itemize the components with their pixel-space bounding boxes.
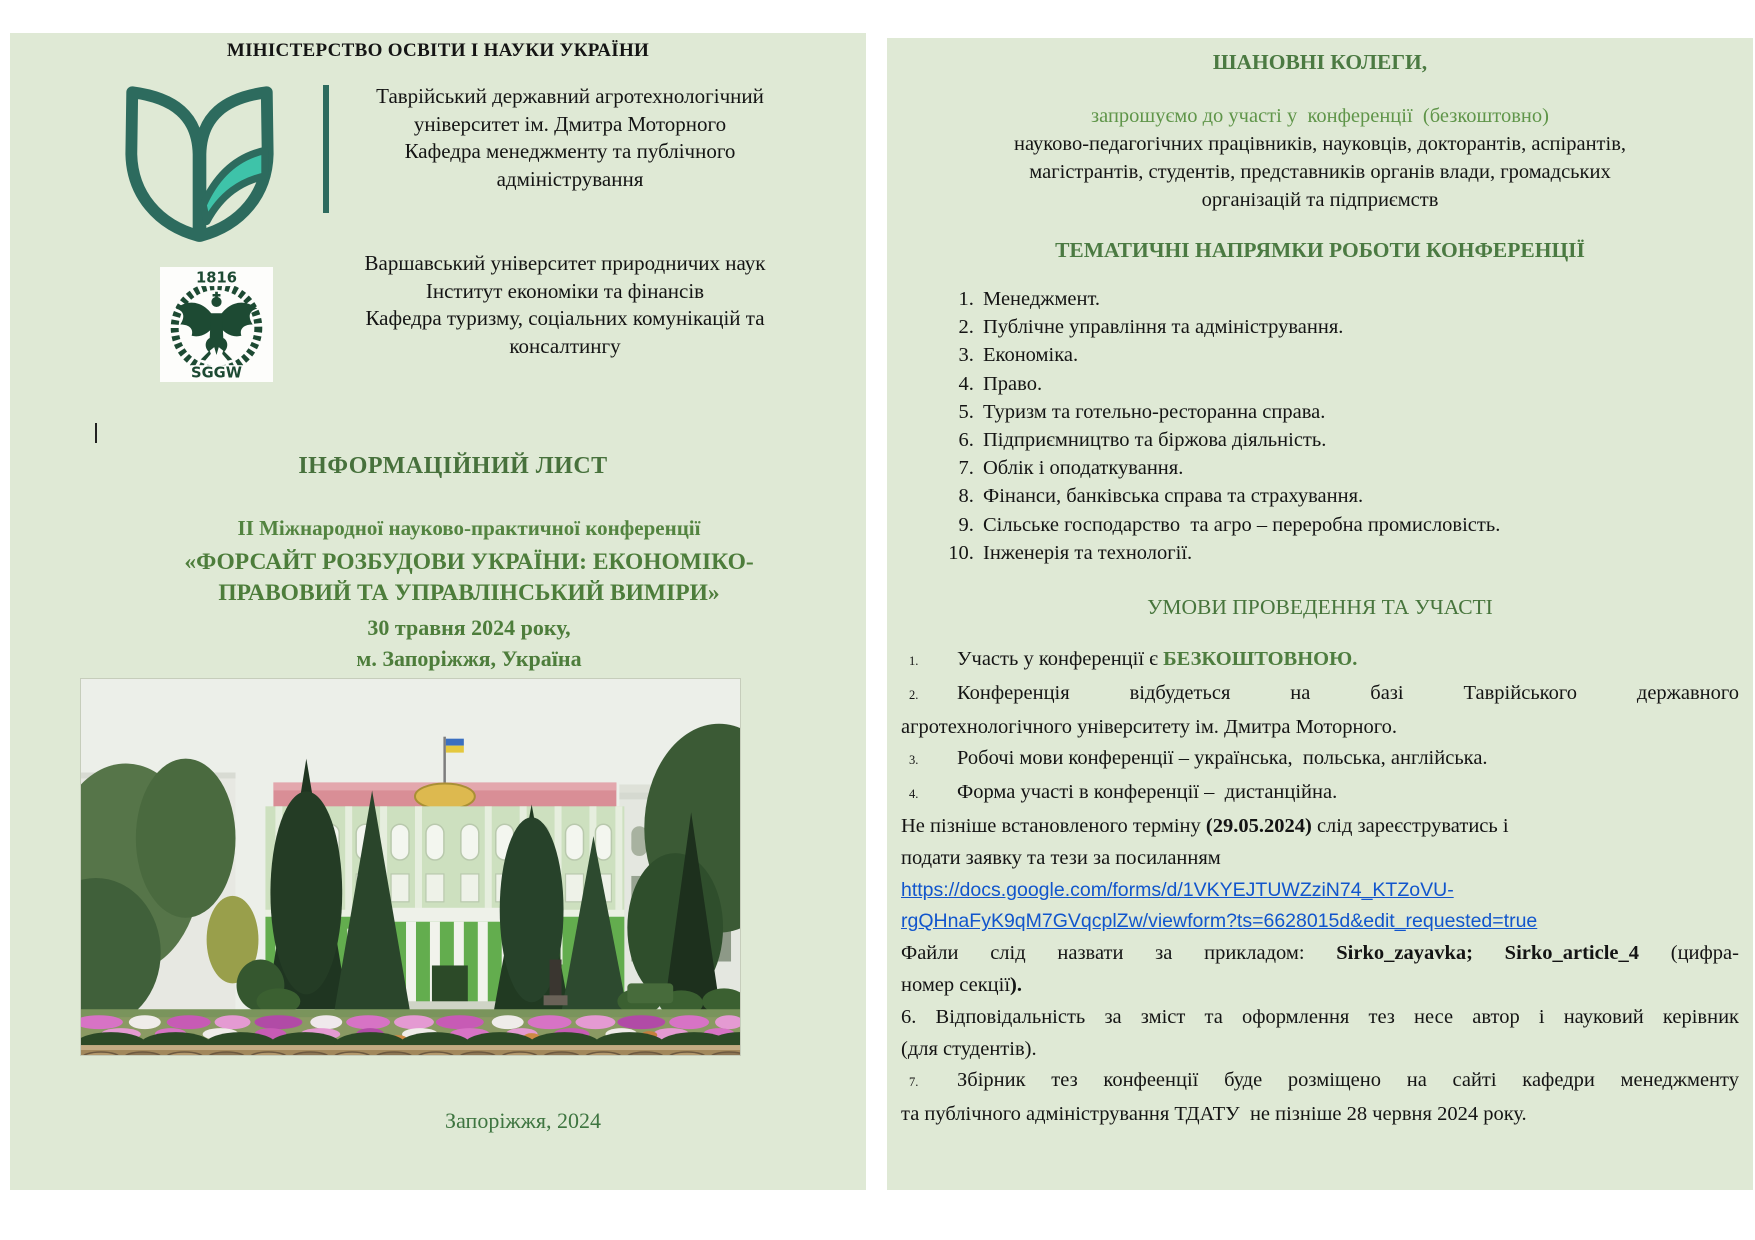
- sggw-line: Варшавський університет природничих наук: [364, 251, 766, 275]
- tdatu-logo-icon: [107, 85, 292, 245]
- files-naming-line: [901, 970, 1739, 1002]
- condition-text: Участь у конференції є: [957, 648, 1164, 671]
- page-left: [10, 33, 866, 1190]
- condition-line: [901, 1065, 1739, 1099]
- files-naming-example: Sirko_zayavka; Sirko_article_4: [1336, 942, 1640, 965]
- condition-text: Робочі мови конференції – українська, польська, англійська.: [957, 747, 1488, 770]
- tdatu-line: Таврійський державний агротехнологічний: [376, 84, 764, 108]
- invitation-audience: [901, 130, 1739, 214]
- registration-link-line[interactable]: https://docs.google.com/forms/d/1VKYEJTUWZziN74_KTZoVU-: [901, 878, 1454, 901]
- condition-line: (для студентів).: [901, 1037, 1037, 1060]
- condition-line: агротехнологічного університету ім. Дмитра Моторного.: [901, 715, 1398, 738]
- ministry-title: МІНІСТЕРСТВО ОСВІТИ І НАУКИ УКРАЇНИ: [226, 40, 650, 61]
- sggw-affiliation: [330, 250, 800, 360]
- tdatu-line: адміністрування: [496, 166, 644, 191]
- page-right: [887, 38, 1753, 1190]
- condition-number: 3.: [909, 753, 919, 768]
- deadline-line: [901, 811, 1739, 843]
- condition-line: та публічного адміністрування ТДАТУ не пізніше 28 червня 2024 року.: [901, 1103, 1527, 1126]
- condition-line: 6. Відповідальність за зміст та оформлення тез несе автор і науковий керівник: [901, 1005, 1739, 1028]
- conference-title-line: «ФОРСАЙТ РОЗБУДОВИ УКРАЇНИ: ЕКОНОМІКО-: [184, 549, 754, 575]
- topic-item: [979, 511, 1739, 539]
- text-cursor-artifact: [95, 423, 97, 443]
- topic-label: Економіка.: [983, 344, 1079, 367]
- info-letter-title: ІНФОРМАЦІЙНИЙ ЛИСТ: [298, 453, 608, 479]
- tdatu-line: університет ім. Дмитра Моторного: [413, 111, 727, 136]
- topic-label: Облік і оподаткування.: [983, 457, 1184, 480]
- conference-title-block: [10, 515, 866, 674]
- condition-number: 4.: [909, 787, 919, 802]
- condition-line: [901, 678, 1739, 712]
- conference-place: м. Запоріжжя, Україна: [356, 646, 582, 671]
- topic-item: [979, 341, 1739, 369]
- topic-label: Публічне управління та адміністрування.: [983, 316, 1344, 339]
- topic-label: Туризм та готельно-ресторанна справа.: [983, 400, 1326, 423]
- condition-text: Форма участі в конференції – дистанційна.: [957, 781, 1338, 804]
- condition-item-1: [901, 644, 1739, 678]
- sggw-logo-icon: [160, 267, 273, 382]
- logo-divider: [323, 85, 329, 213]
- deadline-paragraph: [901, 811, 1739, 875]
- conference-date: 30 травня 2024 року,: [367, 615, 571, 640]
- topics-list: [937, 285, 1739, 567]
- topic-label: Менеджмент.: [983, 288, 1101, 310]
- files-naming-text: ).: [1010, 974, 1022, 996]
- topic-item: [979, 370, 1739, 398]
- condition-item-4: [901, 777, 1739, 811]
- condition-number: 2.: [909, 687, 919, 702]
- topics-title: ТЕМАТИЧНІ НАПРЯМКИ РОБОТИ КОНФЕРЕНЦІЇ: [1055, 238, 1585, 262]
- condition-text: Збірник тез конфеенції буде розміщено на сайті кафедри менеджменту: [957, 1069, 1739, 1092]
- files-naming-text: (цифра-: [1639, 942, 1739, 965]
- deadline-text: слід зареєструватись і: [1311, 815, 1509, 838]
- conference-subtitle: ІІ Міжнародної науково-практичної конференції: [237, 516, 701, 540]
- deadline-text: Не пізніше встановленого терміну: [901, 815, 1206, 838]
- condition-number: 1.: [909, 654, 919, 669]
- invitation-audience-line: науково-педагогічних працівників, науковців, докторантів, аспірантів,: [1013, 133, 1627, 155]
- topic-item: [979, 482, 1739, 510]
- topic-label: Фінанси, банківська справа та страхування.: [983, 485, 1364, 508]
- invitation-audience-line: організацій та підприємств: [1201, 189, 1439, 211]
- conditions-title: УМОВИ ПРОВЕДЕННЯ ТА УЧАСТІ: [1147, 595, 1493, 620]
- topic-item: [979, 398, 1739, 426]
- greeting-title: ШАНОВНІ КОЛЕГИ,: [1212, 50, 1428, 74]
- condition-item-2: [901, 678, 1739, 744]
- condition-item-7: [901, 1065, 1739, 1131]
- invitation-audience-line: магістрантів, студентів, представників органів влади, громадських: [1029, 161, 1611, 183]
- topic-label: Підприємництво та біржова діяльність.: [983, 429, 1327, 452]
- deadline-date: (29.05.2024): [1205, 815, 1312, 838]
- sggw-line: консалтингу: [509, 333, 621, 358]
- condition-number: 7.: [909, 1075, 919, 1090]
- files-naming-text: Файли слід назвати за прикладом:: [901, 942, 1337, 965]
- tdatu-line: Кафедра менеджменту та публічного: [404, 139, 736, 163]
- topic-item: [979, 313, 1739, 341]
- registration-link-line[interactable]: rgQHnaFyK9qM7GVqcplZw/viewform?ts=6628015d&edit_requested=true: [901, 910, 1538, 933]
- topic-label: Сільське господарство та агро – переробна промисловість.: [983, 513, 1501, 536]
- topic-label: Право.: [983, 372, 1043, 395]
- condition-text-emphasis: БЕЗКОШТОВНОЮ.: [1163, 648, 1358, 671]
- files-naming-text: номер секції: [901, 974, 1011, 996]
- deadline-line: подати заявку та тези за посиланням: [901, 846, 1221, 869]
- condition-text: Конференція відбудеться на базі Таврійського державного: [957, 681, 1739, 704]
- campus-photo: [80, 678, 741, 1056]
- condition-item-3: [901, 743, 1739, 777]
- sggw-line: Кафедра туризму, соціальних комунікацій та: [365, 306, 765, 330]
- topic-label: Інженерія та технології.: [983, 541, 1193, 564]
- registration-link-block: [901, 875, 1739, 939]
- conditions-block: [901, 644, 1739, 1131]
- tdatu-affiliation: [340, 83, 800, 193]
- sggw-year-label: 1816: [196, 269, 237, 287]
- files-naming-line: [901, 938, 1739, 970]
- sggw-line: Інститут економіки та фінансів: [425, 278, 705, 303]
- conference-title-line: ПРАВОВИЙ ТА УПРАВЛІНСЬКИЙ ВИМІРИ»: [218, 580, 720, 606]
- topic-item: [979, 426, 1739, 454]
- topic-item: [979, 539, 1739, 567]
- sggw-abbr-label: SGGW: [191, 364, 242, 382]
- topic-item: [979, 285, 1739, 313]
- imprint: Запоріжжя, 2024: [445, 1108, 601, 1133]
- files-naming-paragraph: [901, 938, 1739, 1002]
- invitation-line: запрошуємо до участі у конференції (безкоштовно): [1091, 105, 1549, 127]
- topic-item: [979, 454, 1739, 482]
- registration-link[interactable]: [901, 879, 1537, 933]
- condition-item-6: [901, 1002, 1739, 1066]
